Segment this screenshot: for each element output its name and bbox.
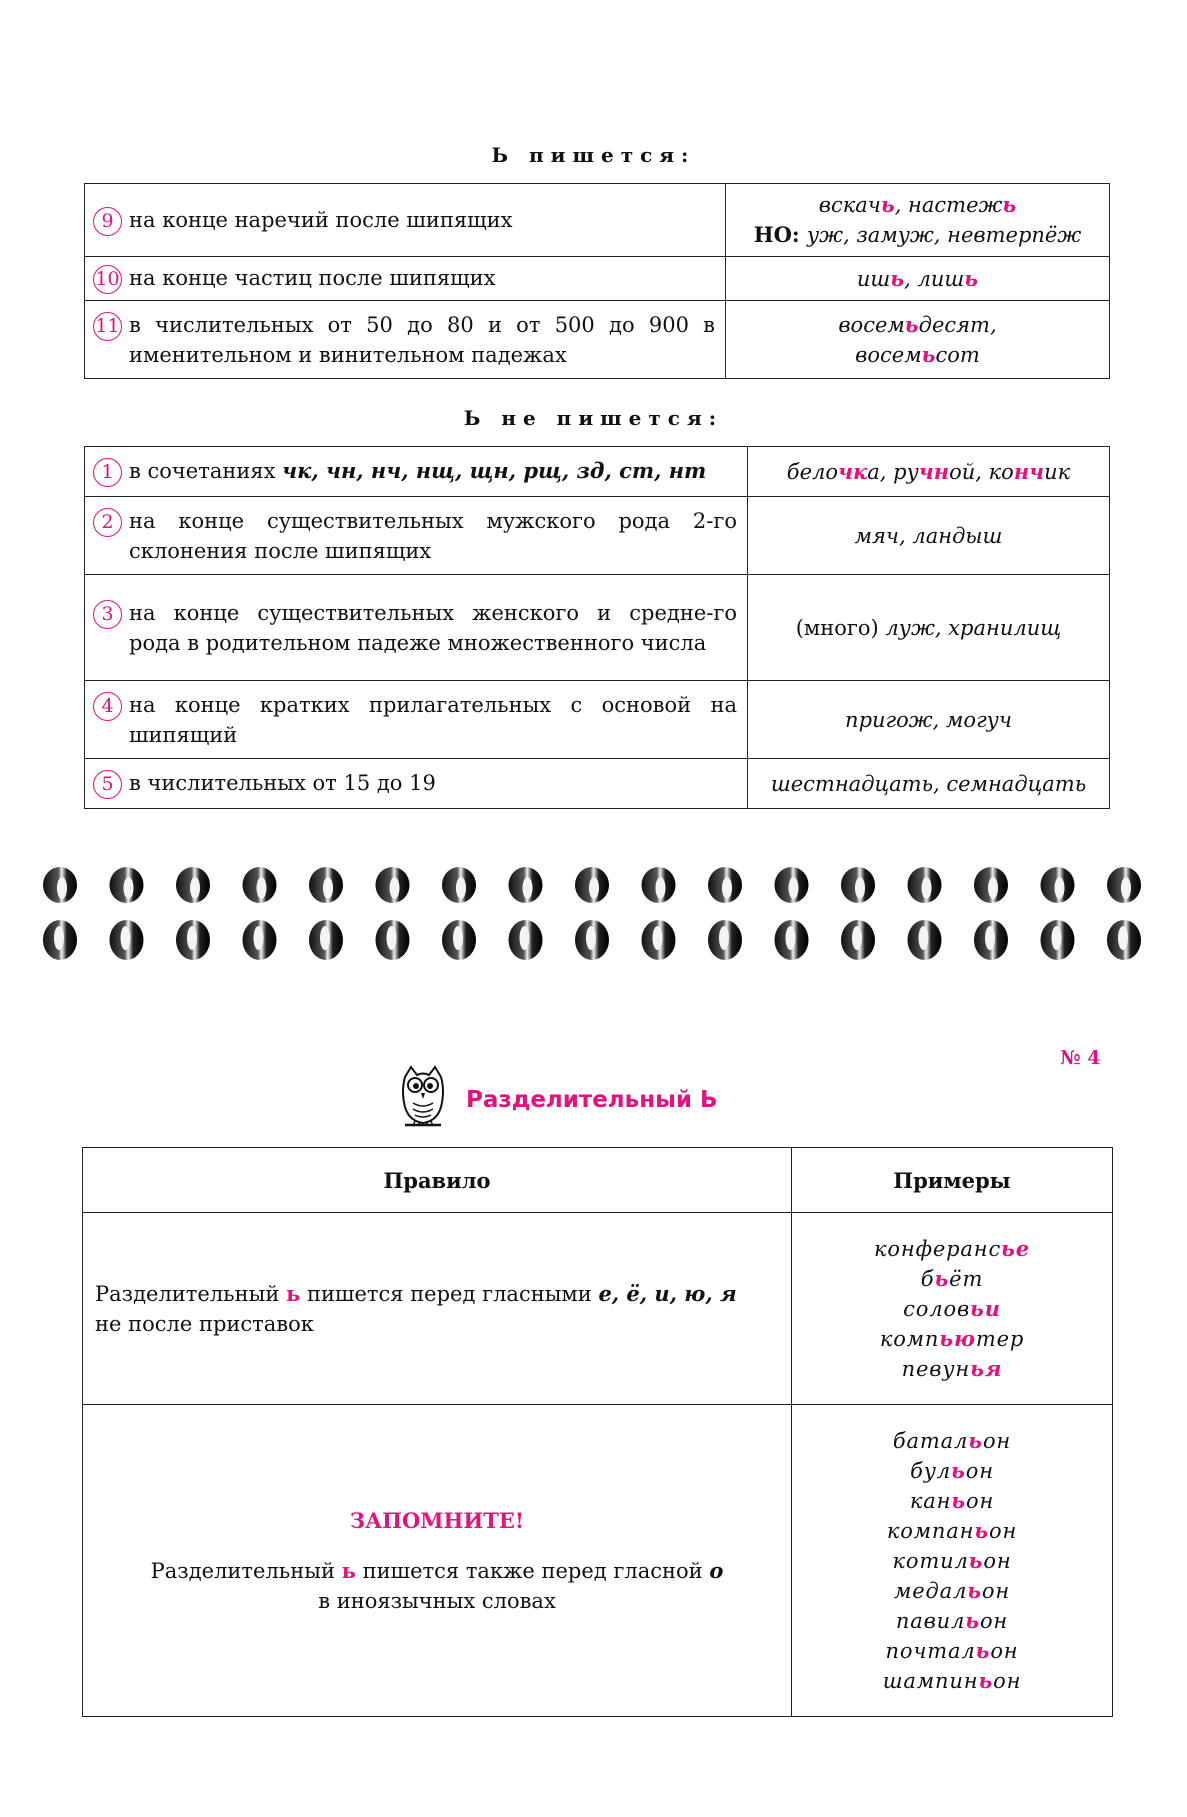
rule-text: на конце частиц после шипящих [129, 266, 496, 290]
table-row [83, 1405, 1113, 1717]
exercise-number: № 4 [1060, 1047, 1101, 1069]
remember-note: ЗАПОМНИТЕ! [349, 1507, 525, 1533]
owl-icon [399, 1063, 447, 1129]
rule-text: на конце наречий после шипящих [129, 207, 513, 232]
example-line: мяч, ландыш [854, 523, 1003, 548]
highlight: ь [880, 192, 895, 217]
highlight: ь [934, 1265, 950, 1291]
highlight: нч [1013, 458, 1045, 484]
spiral-ring [376, 867, 410, 960]
rule-text: в сочетаниях чк, чн, нч, нщ, щн, рщ, зд, ст, нт [129, 458, 707, 483]
rule-text: на конце существительных женского и средне-го рода в родительном падеже множественного числа [129, 600, 737, 655]
example-line: пригож, могуч [845, 707, 1012, 732]
highlight: ь [967, 1577, 982, 1603]
highlight: ью [939, 1325, 976, 1351]
example-word: певунья [901, 1355, 1003, 1381]
example-word: бульон [910, 1457, 994, 1483]
table-header-row [83, 1148, 1113, 1213]
spiral-ring [509, 867, 543, 960]
table-row [85, 759, 1110, 809]
highlight: ьи [970, 1295, 1001, 1321]
spiral-ring [1107, 867, 1141, 960]
table-soft-sign-not-written [84, 446, 1110, 809]
highlight: ь [921, 341, 936, 367]
highlight: ь [965, 1607, 980, 1633]
example-word: конферансье [874, 1235, 1030, 1261]
spiral-ring [43, 867, 77, 960]
example-word: павильон [895, 1607, 1009, 1633]
example-line: белочка, ручной, кончик [786, 458, 1071, 484]
example-word: батальон [892, 1427, 1012, 1453]
highlight: чк [838, 458, 868, 484]
section-title: Разделительный Ь [466, 1087, 718, 1113]
example-word: компьютер [879, 1325, 1025, 1351]
spiral-ring [442, 867, 476, 960]
highlight: ь [1002, 192, 1017, 217]
highlight: ь [975, 1637, 991, 1663]
spiral-ring [775, 867, 809, 960]
rule-number-badge: 5 [93, 770, 122, 799]
table-row [85, 301, 1110, 379]
spiral-ring [642, 867, 676, 960]
example-line: НО: уж, замуж, невтерпёж [753, 222, 1082, 247]
examples-cell [792, 1405, 1113, 1717]
example-word: почтальон [885, 1637, 1019, 1663]
table-row [85, 184, 1110, 257]
example-line: (много) луж, хранилищ [795, 615, 1062, 640]
example-word: котильон [892, 1547, 1012, 1573]
rule-cell: Разделительный ь пишется перед гласными е, ё, и, ю, я не после приставок [83, 1213, 792, 1405]
spiral-ring [908, 867, 942, 960]
example-word: шампиньон [882, 1667, 1022, 1693]
rule-text: в числительных от 50 до 80 и от 500 до 900 в именительном и винительном падежах [129, 312, 715, 367]
table-row [83, 1213, 1113, 1405]
table-row [85, 447, 1110, 497]
highlight: ь [974, 1517, 990, 1543]
spiral-ring [841, 867, 875, 960]
highlight: ье [1001, 1235, 1030, 1261]
spiral-ring [708, 867, 742, 960]
table-row [85, 575, 1110, 681]
table-row [85, 497, 1110, 575]
spiral-ring [974, 867, 1008, 960]
rule-number-badge: 1 [93, 458, 122, 487]
highlight: ь [904, 311, 919, 337]
spiral-ring [110, 867, 144, 960]
highlight: ь [951, 1457, 966, 1483]
heading-soft-sign-not-written: Ь не пишется: [463, 406, 724, 430]
table-row [85, 681, 1110, 759]
highlight: ь [951, 1487, 966, 1513]
example-line: восемьдесят, [838, 311, 997, 337]
table-soft-sign-written [84, 183, 1110, 379]
example-line: восемьсот [855, 341, 980, 367]
example-word: бьёт [920, 1265, 984, 1291]
highlight: чн [918, 458, 950, 484]
highlight: ья [970, 1355, 1003, 1381]
table-row [85, 257, 1110, 301]
example-word: соловьи [903, 1295, 1001, 1321]
rule-text: на конце существительных мужского рода 2-го склонения после шипящих [129, 508, 737, 563]
rule-cell: ЗАПОМНИТЕ! Разделительный ь пишется также перед гласной о в иноязычных словах [83, 1405, 792, 1717]
examples-cell [792, 1213, 1113, 1405]
highlight: ь [964, 265, 979, 291]
example-line: шестнадцать, семнадцать [770, 771, 1087, 796]
spiral-ring [243, 867, 277, 960]
column-header-rule: Правило [83, 1148, 792, 1213]
spiral-ring [1041, 867, 1075, 960]
highlight: ь [968, 1547, 984, 1573]
rule-number-badge: 9 [93, 207, 122, 236]
example-word: компаньон [886, 1517, 1018, 1543]
example-word: медальон [893, 1577, 1011, 1603]
spiral-ring [176, 867, 210, 960]
highlight: ь [978, 1667, 994, 1693]
example-line: ишь, лишь [856, 265, 979, 291]
column-header-examples: Примеры [792, 1148, 1113, 1213]
rule-text: в числительных от 15 до 19 [129, 771, 436, 795]
rule-number-badge: 4 [93, 692, 122, 721]
rule-number-badge: 11 [93, 312, 122, 341]
rule-text: на конце кратких прилагательных с основой на шипящий [129, 692, 737, 747]
table-separating-soft-sign [82, 1147, 1113, 1717]
example-line: вскачь, настежь [818, 192, 1017, 217]
spiral-binding [30, 858, 1160, 968]
rule-number-badge: 10 [93, 265, 122, 294]
highlight: ь [968, 1427, 983, 1453]
spiral-ring [309, 867, 343, 960]
spiral-ring [575, 867, 609, 960]
highlight: ь [890, 265, 905, 291]
rule-number-badge: 2 [93, 508, 122, 537]
heading-soft-sign-written: Ь пишется: [491, 143, 696, 167]
rule-number-badge: 3 [93, 600, 122, 629]
example-word: каньон [909, 1487, 995, 1513]
